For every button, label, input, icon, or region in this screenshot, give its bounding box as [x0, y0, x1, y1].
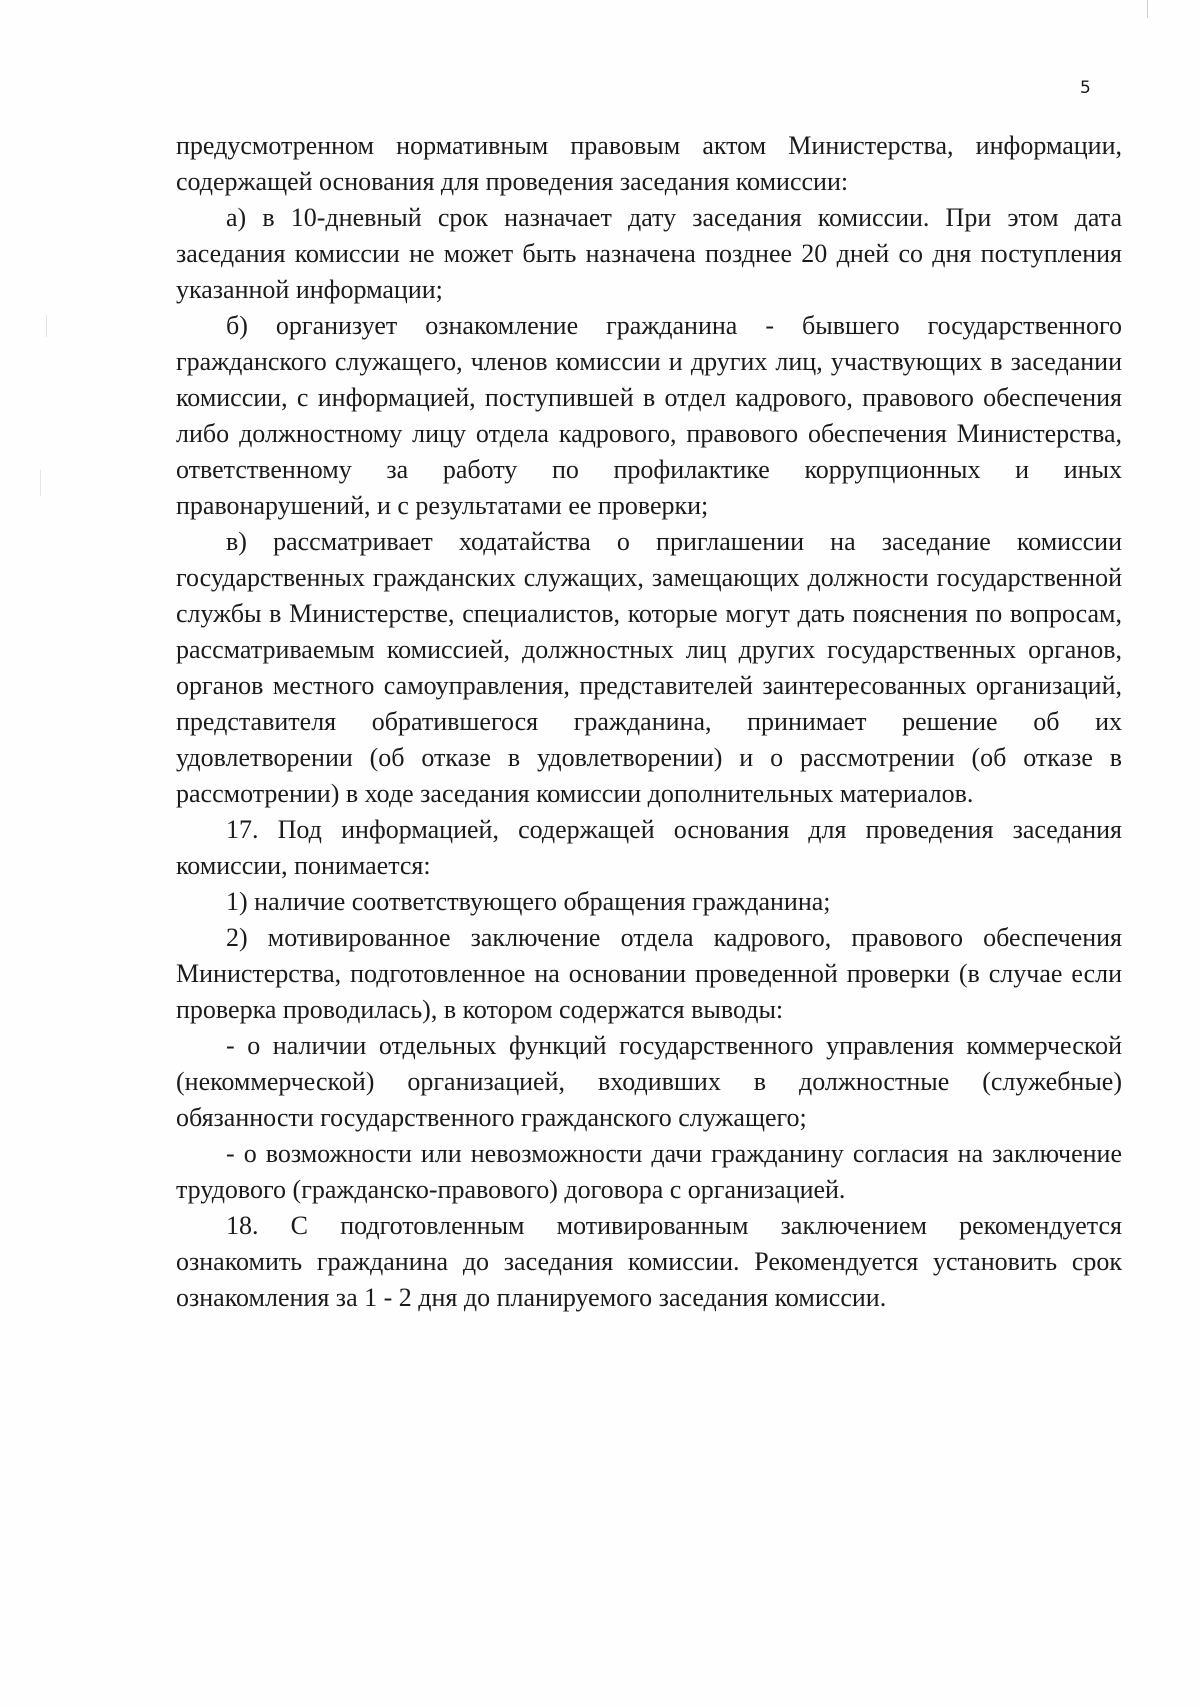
paragraph-conclusion-1: - о наличии отдельных функций государственного управления коммерческой (некоммерческой) организацией, входивших в должностные (служебные) обязанности государственного гражданского служащего;: [176, 1031, 1122, 1132]
paragraph-item-a: а) в 10-дневный срок назначает дату заседания комиссии. При этом дата заседания комиссии не может быть назначена позднее 20 дней со дня поступления указанной информации;: [176, 203, 1122, 304]
scan-edge-mark: [1147, 0, 1148, 18]
paragraph-clause-18: 18. С подготовленным мотивированным заключением рекомендуется ознакомить гражданина до заседания комиссии. Рекомендуется установить срок ознакомления за 1 - 2 дня до планируемого заседания комиссии.: [176, 1211, 1122, 1312]
paragraph-clause-17: 17. Под информацией, содержащей основания для проведения заседания комиссии, понимается:: [176, 815, 1122, 880]
document-body: [176, 128, 1122, 1316]
scan-edge-mark: [40, 470, 41, 496]
page-number: 5: [1080, 78, 1091, 98]
paragraph-item-b: б) организует ознакомление гражданина - бывшего государственного гражданского служащего, членов комиссии и других лиц, участвующих в заседании комиссии, с информацией, поступившей в отдел кадрового, правового обеспечения либо должностному лицу отдела кадрового, правового обеспечения Министерства, ответственному за работу по профилактике коррупционных и иных правонарушений, и с результатами ее проверки;: [176, 311, 1122, 520]
paragraph-continuation: предусмотренном нормативным правовым актом Министерства, информации, содержащей основания для проведения заседания комиссии:: [176, 131, 1122, 196]
paragraph-item-v: в) рассматривает ходатайства о приглашении на заседание комиссии государственных гражданских служащих, замещающих должности государственной службы в Министерстве, специалистов, которые могут дать пояснения по вопросам, рассматриваемым комиссией, должностных лиц других государственных органов, органов местного самоуправления, представителей заинтересованных организаций, представителя обратившегося гражданина, принимает решение об их удовлетворении (об отказе в удовлетворении) и о рассмотрении (об отказе в рассмотрении) в ходе заседания комиссии дополнительных материалов.: [176, 527, 1122, 808]
paragraph-item-2: 2) мотивированное заключение отдела кадрового, правового обеспечения Министерства, подготовленное на основании проведенной проверки (в случае если проверка проводилась), в котором содержатся выводы:: [176, 923, 1122, 1024]
paragraph-item-1: 1) наличие соответствующего обращения гражданина;: [226, 887, 831, 916]
scan-edge-mark: [46, 315, 47, 337]
paragraph-conclusion-2: - о возможности или невозможности дачи гражданину согласия на заключение трудового (гражданско-правового) договора с организацией.: [176, 1139, 1122, 1204]
